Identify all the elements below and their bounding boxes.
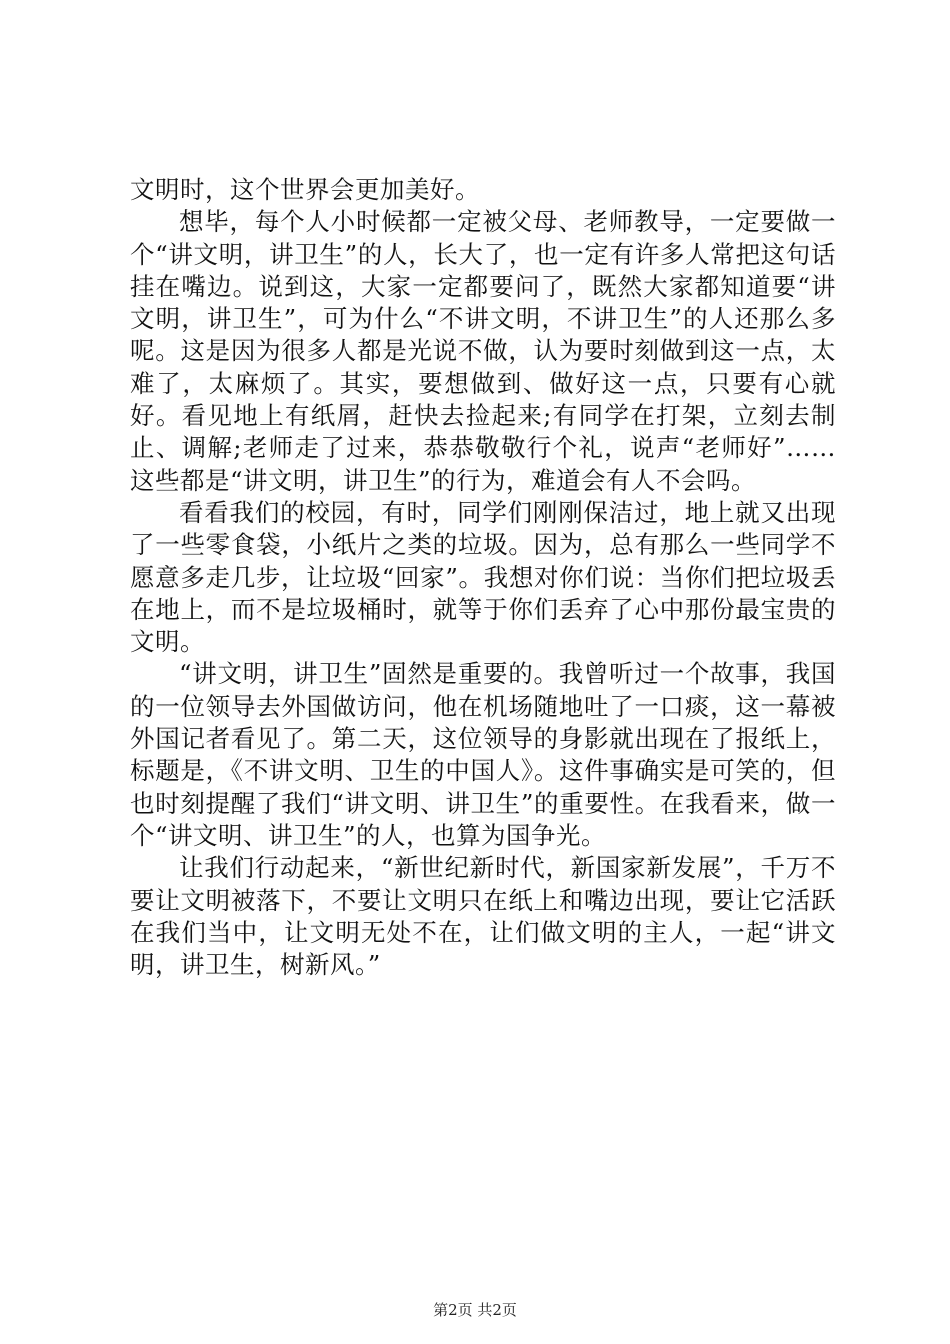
paragraph: 让我们行动起来，“新世纪新时代，新国家新发展”，千万不要让文明被落下，不要让文明只在纸上和嘴边出现，要让它活跃在我们当中，让文明无处不在，让们做文明的主人，一起“讲文明，讲卫生，树新风。” xyxy=(130,853,836,980)
page-footer: 第2页 共2页 xyxy=(433,1301,517,1319)
paragraph-continuation: 文明时，这个世界会更加美好。 xyxy=(130,175,480,204)
document-body xyxy=(130,174,836,981)
paragraph: 想毕，每个人小时候都一定被父母、老师教导，一定要做一个“讲文明，讲卫生”的人，长大了，也一定有许多人常把这句话挂在嘴边。说到这，大家一定都要问了，既然大家都知道要“讲文明，讲卫生”，可为什么“不讲文明，不讲卫生”的人还那么多呢。这是因为很多人都是光说不做，认为要时刻做到这一点，太难了，太麻烦了。其实，要想做到、做好这一点，只要有心就好。看见地上有纸屑，赶快去捡起来;有同学在打架，立刻去制止、调解;老师走了过来，恭恭敬敬行个礼，说声“老师好”……这些都是“讲文明，讲卫生”的行为，难道会有人不会吗。 xyxy=(130,207,836,495)
paragraph: 看看我们的校园，有时，同学们刚刚保洁过，地上就又出现了一些零食袋，小纸片之类的垃圾。因为，总有那么一些同学不愿意多走几步，让垃圾“回家”。我想对你们说：当你们把垃圾丢在地上，而不是垃圾桶时，就等于你们丢弃了心中那份最宝贵的文明。 xyxy=(130,497,836,657)
paragraph: “讲文明，讲卫生”固然是重要的。我曾听过一个故事，我国的一位领导去外国做访问，他在机场随地吐了一口痰，这一幕被外国记者看见了。第二天，这位领导的身影就出现在了报纸上，标题是，《不讲文明、卫生的中国人》。这件事确实是可笑的，但也时刻提醒了我们“讲文明、讲卫生”的重要性。在我看来，做一个“讲文明、讲卫生”的人，也算为国争光。 xyxy=(130,659,836,850)
